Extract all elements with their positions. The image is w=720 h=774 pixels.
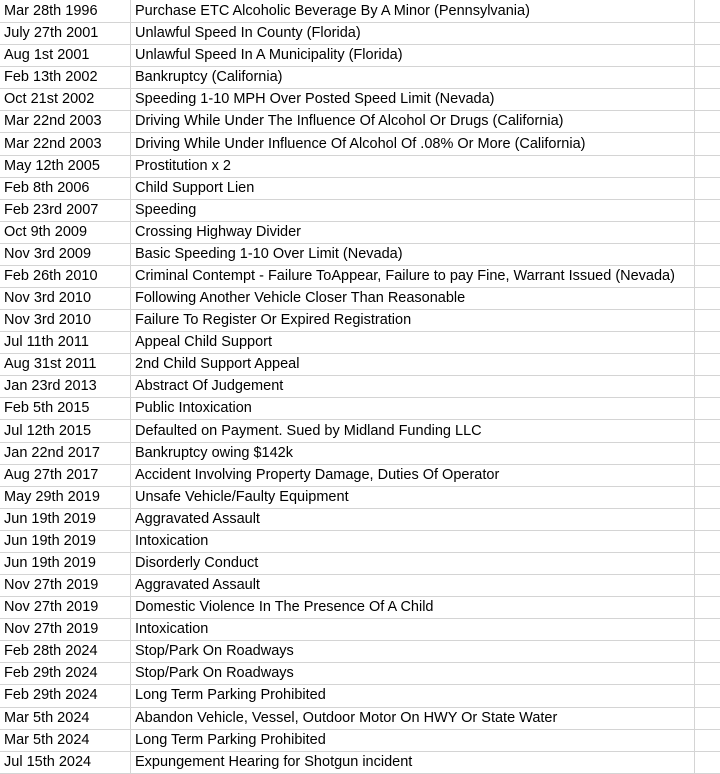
charge-cell[interactable]: Child Support Lien: [131, 177, 695, 199]
table-row: [0, 133, 720, 155]
table-row: [0, 354, 720, 376]
date-cell[interactable]: Feb 8th 2006: [0, 177, 131, 199]
table-row: [0, 685, 720, 707]
charge-cell[interactable]: Long Term Parking Prohibited: [131, 685, 695, 707]
empty-cell[interactable]: [695, 155, 720, 177]
empty-cell[interactable]: [695, 442, 720, 464]
table-row: [0, 552, 720, 574]
charge-cell[interactable]: Purchase ETC Alcoholic Beverage By A Minor (Pennsylvania): [131, 0, 695, 23]
table-row: [0, 177, 720, 199]
charge-cell[interactable]: Domestic Violence In The Presence Of A Child: [131, 597, 695, 619]
empty-cell[interactable]: [695, 685, 720, 707]
table-row: [0, 243, 720, 265]
table-row: [0, 398, 720, 420]
charge-cell[interactable]: Speeding: [131, 199, 695, 221]
date-cell[interactable]: Jun 19th 2019: [0, 508, 131, 530]
charge-cell[interactable]: Public Intoxication: [131, 398, 695, 420]
table-row: [0, 597, 720, 619]
date-cell[interactable]: Feb 29th 2024: [0, 685, 131, 707]
table-row: [0, 619, 720, 641]
empty-cell[interactable]: [695, 619, 720, 641]
table-row: [0, 707, 720, 729]
empty-cell[interactable]: [695, 133, 720, 155]
date-cell[interactable]: Feb 26th 2010: [0, 265, 131, 287]
table-row: [0, 288, 720, 310]
table-row: [0, 199, 720, 221]
date-cell[interactable]: Mar 28th 1996: [0, 0, 131, 23]
table-row: [0, 729, 720, 751]
charge-cell[interactable]: Long Term Parking Prohibited: [131, 729, 695, 751]
empty-cell[interactable]: [695, 663, 720, 685]
empty-cell[interactable]: [695, 67, 720, 89]
empty-cell[interactable]: [695, 199, 720, 221]
date-cell[interactable]: Aug 31st 2011: [0, 354, 131, 376]
table-row: [0, 508, 720, 530]
charge-cell[interactable]: Bankruptcy (California): [131, 67, 695, 89]
table-row: [0, 310, 720, 332]
table-row: [0, 221, 720, 243]
empty-cell[interactable]: [695, 89, 720, 111]
empty-cell[interactable]: [695, 177, 720, 199]
charge-cell[interactable]: Abandon Vehicle, Vessel, Outdoor Motor On HWY Or State Water: [131, 707, 695, 729]
date-cell[interactable]: Nov 27th 2019: [0, 597, 131, 619]
charge-cell[interactable]: Unsafe Vehicle/Faulty Equipment: [131, 486, 695, 508]
charge-cell[interactable]: Intoxication: [131, 619, 695, 641]
empty-cell[interactable]: [695, 0, 720, 23]
charge-cell[interactable]: Criminal Contempt - Failure ToAppear, Failure to pay Fine, Warrant Issued (Nevada): [131, 265, 695, 287]
charge-cell[interactable]: Unlawful Speed In A Municipality (Florida): [131, 45, 695, 67]
empty-cell[interactable]: [695, 398, 720, 420]
empty-cell[interactable]: [695, 552, 720, 574]
date-cell[interactable]: July 27th 2001: [0, 23, 131, 45]
empty-cell[interactable]: [695, 376, 720, 398]
table-row: [0, 376, 720, 398]
charge-cell[interactable]: Prostitution x 2: [131, 155, 695, 177]
charge-cell[interactable]: Driving While Under Influence Of Alcohol Of .08% Or More (California): [131, 133, 695, 155]
date-cell[interactable]: Nov 27th 2019: [0, 575, 131, 597]
table-row: [0, 67, 720, 89]
charge-cell[interactable]: Accident Involving Property Damage, Duties Of Operator: [131, 464, 695, 486]
date-cell[interactable]: May 12th 2005: [0, 155, 131, 177]
date-cell[interactable]: Feb 29th 2024: [0, 663, 131, 685]
empty-cell[interactable]: [695, 332, 720, 354]
charge-cell[interactable]: Unlawful Speed In County (Florida): [131, 23, 695, 45]
empty-cell[interactable]: [695, 508, 720, 530]
date-cell[interactable]: Nov 27th 2019: [0, 619, 131, 641]
empty-cell[interactable]: [695, 597, 720, 619]
charge-cell[interactable]: Failure To Register Or Expired Registration: [131, 310, 695, 332]
table-row: [0, 575, 720, 597]
date-cell[interactable]: Oct 9th 2009: [0, 221, 131, 243]
charge-cell[interactable]: Speeding 1-10 MPH Over Posted Speed Limit (Nevada): [131, 89, 695, 111]
date-cell[interactable]: Feb 13th 2002: [0, 67, 131, 89]
date-cell[interactable]: Nov 3rd 2009: [0, 243, 131, 265]
date-cell[interactable]: Nov 3rd 2010: [0, 310, 131, 332]
date-cell[interactable]: Feb 23rd 2007: [0, 199, 131, 221]
charge-cell[interactable]: Expungement Hearing for Shotgun incident: [131, 751, 695, 773]
empty-cell[interactable]: [695, 45, 720, 67]
charge-cell[interactable]: Bankruptcy owing $142k: [131, 442, 695, 464]
table-row: [0, 111, 720, 133]
charge-cell[interactable]: Stop/Park On Roadways: [131, 663, 695, 685]
charge-cell[interactable]: Stop/Park On Roadways: [131, 641, 695, 663]
date-cell[interactable]: Jul 12th 2015: [0, 420, 131, 442]
table-row: [0, 442, 720, 464]
charge-cell[interactable]: Basic Speeding 1-10 Over Limit (Nevada): [131, 243, 695, 265]
charge-cell[interactable]: 2nd Child Support Appeal: [131, 354, 695, 376]
empty-cell[interactable]: [695, 111, 720, 133]
empty-cell[interactable]: [695, 729, 720, 751]
date-cell[interactable]: Mar 22nd 2003: [0, 111, 131, 133]
empty-cell[interactable]: [695, 243, 720, 265]
date-cell[interactable]: Aug 27th 2017: [0, 464, 131, 486]
date-cell[interactable]: Mar 5th 2024: [0, 729, 131, 751]
charge-cell[interactable]: Crossing Highway Divider: [131, 221, 695, 243]
date-cell[interactable]: Feb 5th 2015: [0, 398, 131, 420]
empty-cell[interactable]: [695, 310, 720, 332]
table-row: [0, 0, 720, 23]
date-cell[interactable]: Mar 22nd 2003: [0, 133, 131, 155]
date-cell[interactable]: Jun 19th 2019: [0, 552, 131, 574]
date-cell[interactable]: Jun 19th 2019: [0, 530, 131, 552]
table-row: [0, 530, 720, 552]
charge-cell[interactable]: Abstract Of Judgement: [131, 376, 695, 398]
empty-cell[interactable]: [695, 288, 720, 310]
empty-cell[interactable]: [695, 530, 720, 552]
date-cell[interactable]: Jul 15th 2024: [0, 751, 131, 773]
table-row: [0, 45, 720, 67]
empty-cell[interactable]: [695, 221, 720, 243]
date-cell[interactable]: Aug 1st 2001: [0, 45, 131, 67]
empty-cell[interactable]: [695, 486, 720, 508]
empty-cell[interactable]: [695, 265, 720, 287]
charge-cell[interactable]: Intoxication: [131, 530, 695, 552]
table-row: [0, 420, 720, 442]
date-cell[interactable]: Mar 5th 2024: [0, 707, 131, 729]
empty-cell[interactable]: [695, 23, 720, 45]
empty-cell[interactable]: [695, 420, 720, 442]
date-cell[interactable]: May 29th 2019: [0, 486, 131, 508]
date-cell[interactable]: Jan 22nd 2017: [0, 442, 131, 464]
table-row: [0, 89, 720, 111]
table-row: [0, 486, 720, 508]
table-row: [0, 332, 720, 354]
date-cell[interactable]: Jul 11th 2011: [0, 332, 131, 354]
charge-cell[interactable]: Driving While Under The Influence Of Alcohol Or Drugs (California): [131, 111, 695, 133]
table-row: [0, 155, 720, 177]
table-row: [0, 641, 720, 663]
table-row: [0, 23, 720, 45]
empty-cell[interactable]: [695, 464, 720, 486]
charge-cell[interactable]: Appeal Child Support: [131, 332, 695, 354]
empty-cell[interactable]: [695, 575, 720, 597]
charge-cell[interactable]: Aggravated Assault: [131, 575, 695, 597]
date-cell[interactable]: Feb 28th 2024: [0, 641, 131, 663]
table-row: [0, 265, 720, 287]
charge-cell[interactable]: Following Another Vehicle Closer Than Reasonable: [131, 288, 695, 310]
charge-cell[interactable]: Aggravated Assault: [131, 508, 695, 530]
charge-cell[interactable]: Defaulted on Payment. Sued by Midland Funding LLC: [131, 420, 695, 442]
date-cell[interactable]: Jan 23rd 2013: [0, 376, 131, 398]
date-cell[interactable]: Nov 3rd 2010: [0, 288, 131, 310]
table-row: [0, 663, 720, 685]
table-row: [0, 464, 720, 486]
empty-cell[interactable]: [695, 354, 720, 376]
empty-cell[interactable]: [695, 641, 720, 663]
charge-cell[interactable]: Disorderly Conduct: [131, 552, 695, 574]
empty-cell[interactable]: [695, 751, 720, 773]
date-cell[interactable]: Oct 21st 2002: [0, 89, 131, 111]
table-row: [0, 751, 720, 773]
empty-cell[interactable]: [695, 707, 720, 729]
